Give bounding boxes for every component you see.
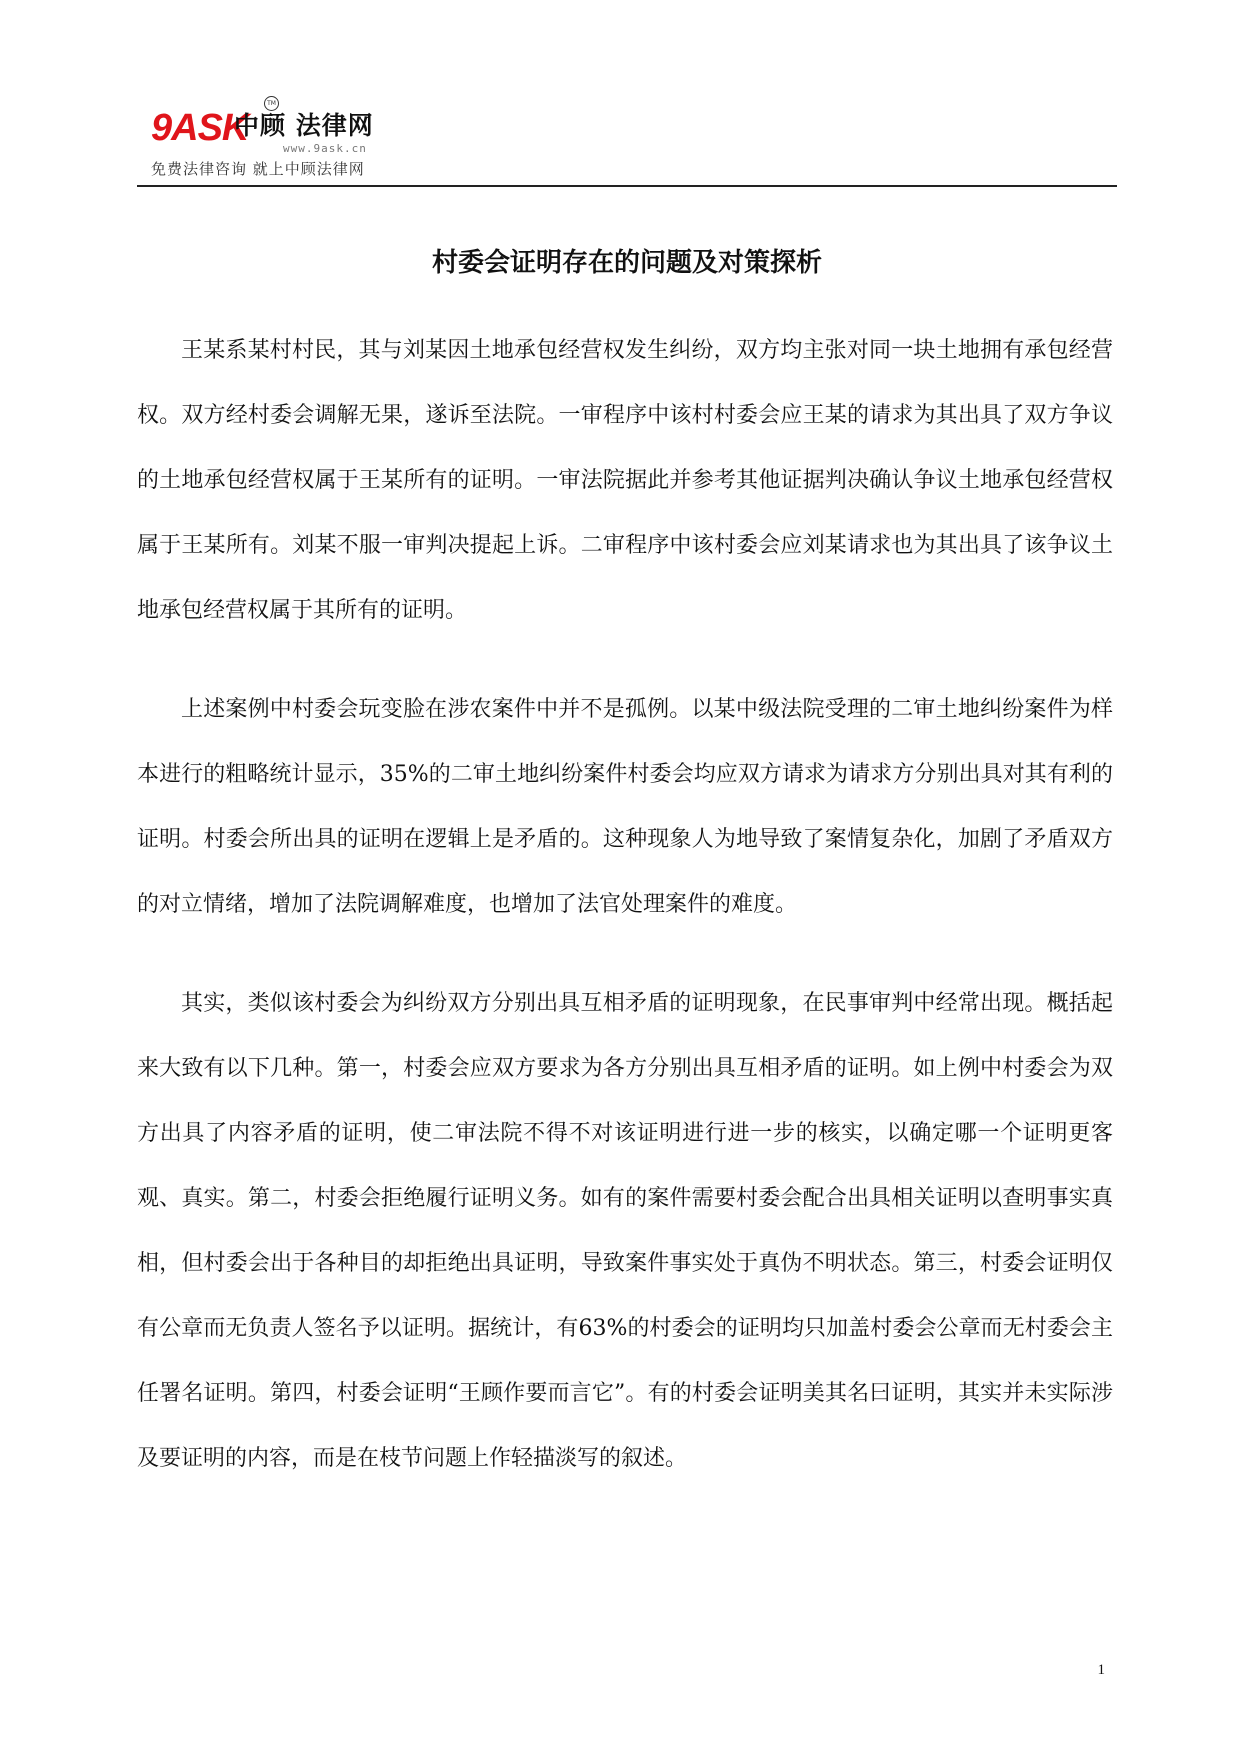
paragraph-1: 王某系某村村民，其与刘某因土地承包经营权发生纠纷，双方均主张对同一块土地拥有承包经营权。双方经村委会调解无果，遂诉至法院。一审程序中该村村委会应王某的请求为其出具了双方争议的土地承包经营权属于王某所有的证明。一审法院据此并参考其他证据判决确认争议土地承包经营权属于王某所有。刘某不服一审判决提起上诉。二审程序中该村委会应刘某请求也为其出具了该争议土地承包经营权属于其所有的证明。: [137, 338, 1113, 623]
page-header: [137, 88, 1117, 188]
trademark-icon: TM: [264, 96, 279, 111]
logo-mark: 9ASK: [151, 107, 249, 149]
document-body: [137, 318, 1113, 1525]
page-number: 1: [1097, 1662, 1105, 1678]
logo-slogan: 免费法律咨询 就上中顾法律网: [151, 160, 365, 178]
header-divider: [137, 185, 1117, 187]
paragraph-3: 其实，类似该村委会为纠纷双方分别出具互相矛盾的证明现象，在民事审判中经常出现。概括起来大致有以下几种。第一，村委会应双方要求为各方分别出具互相矛盾的证明。如上例中村委会为双方出具了内容矛盾的证明，使二审法院不得不对该证明进行进一步的核实，以确定哪一个证明更客观、真实。第二，村委会拒绝履行证明义务。如有的案件需要村委会配合出具相关证明以查明事实真相，但村委会出于各种目的却拒绝出具证明，导致案件事实处于真伪不明状态。第三，村委会证明仅有公章而无负责人签名予以证明。据统计，有63%的村委会的证明均只加盖村委会公章而无村委会主任署名证明。第四，村委会证明“王顾作要而言它”。有的村委会证明美其名曰证明，其实并未实际涉及要证明的内容，而是在枝节问题上作轻描淡写的叙述。: [137, 991, 1113, 1471]
logo-name: 中顾 法律网: [234, 111, 374, 140]
logo-url: www.9ask.cn: [283, 142, 367, 155]
paragraph-2: 上述案例中村委会玩变脸在涉农案件中并不是孤例。以某中级法院受理的二审土地纠纷案件为样本进行的粗略统计显示，35%的二审土地纠纷案件村委会均应双方请求为请求方分别出具对其有利的证明。村委会所出具的证明在逻辑上是矛盾的。这种现象人为地导致了案情复杂化，加剧了矛盾双方的对立情绪，增加了法院调解难度，也增加了法官处理案件的难度。: [137, 697, 1113, 917]
site-logo: [137, 88, 407, 183]
document-title: 村委会证明存在的问题及对策探析: [431, 248, 822, 279]
